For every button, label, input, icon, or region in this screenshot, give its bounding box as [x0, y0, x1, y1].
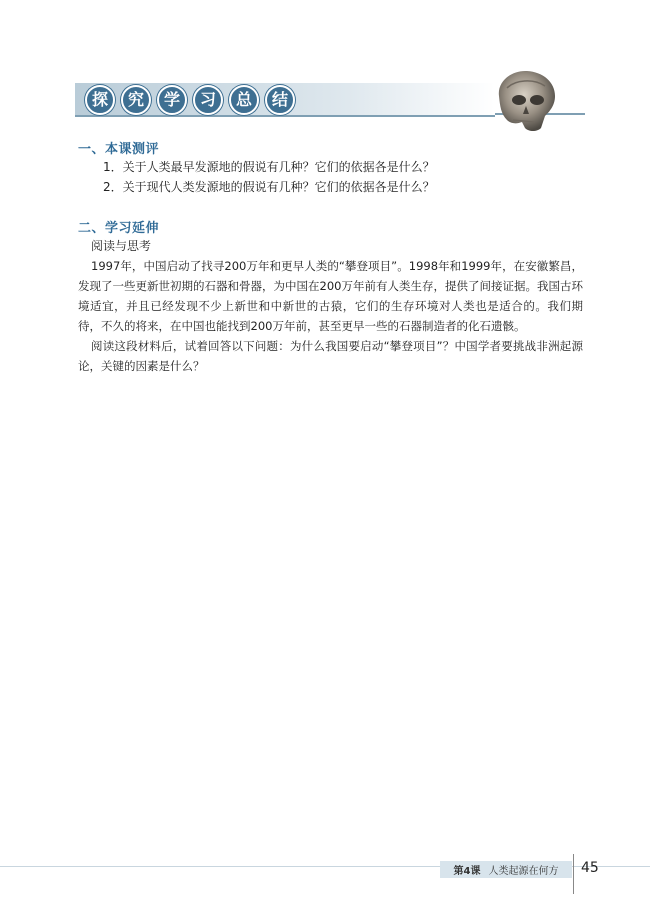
question-paragraph: 阅读这段材料后，试着回答以下问题：为什么我国要启动“攀登项目”？中国学者要挑战非洲起源论，关键的因素是什么？: [78, 339, 583, 373]
question-item: 1．关于人类最早发源地的假说有几种？它们的依据各是什么？: [103, 160, 435, 174]
reading-subheading: 阅读与思考: [91, 239, 152, 253]
banner-title-char: 习: [193, 85, 223, 115]
footer-lesson-tab: [440, 861, 572, 878]
page-number: 45: [581, 860, 599, 876]
section-heading-extension: 二、学习延伸: [78, 221, 160, 236]
banner-title: [85, 85, 295, 115]
banner-title-char: 学: [157, 85, 187, 115]
banner-title-char: 究: [121, 85, 151, 115]
banner-title-char: 结: [265, 85, 295, 115]
footer-lesson-number: 第4课: [453, 866, 481, 877]
reading-paragraph: 1997年，中国启动了找寻200万年和更早人类的“攀登项目”。1998年和1999年，在安徽繁昌，发现了一些更新世初期的石器和骨器，为中国在200万年前有人类生存，提供了间接证据。我国古环境适宜，并且已经发现不少上新世和中新世的古猿，它们的生存环境对人类也是适合的。我们期待，不久的将来，在中国也能找到200万年前，甚至更早一些的石器制造者的化石遗骸。: [78, 259, 583, 333]
footer-lesson-title: 人类起源在何方: [488, 866, 559, 877]
banner-title-char: 总: [229, 85, 259, 115]
question-item: 2．关于现代人类发源地的假说有几种？它们的依据各是什么？: [103, 180, 435, 194]
banner-title-char: 探: [85, 85, 115, 115]
footer-divider: [573, 854, 574, 894]
fossil-skull-image: [489, 66, 561, 134]
section-heading-assessment: 一、本课测评: [78, 142, 160, 157]
